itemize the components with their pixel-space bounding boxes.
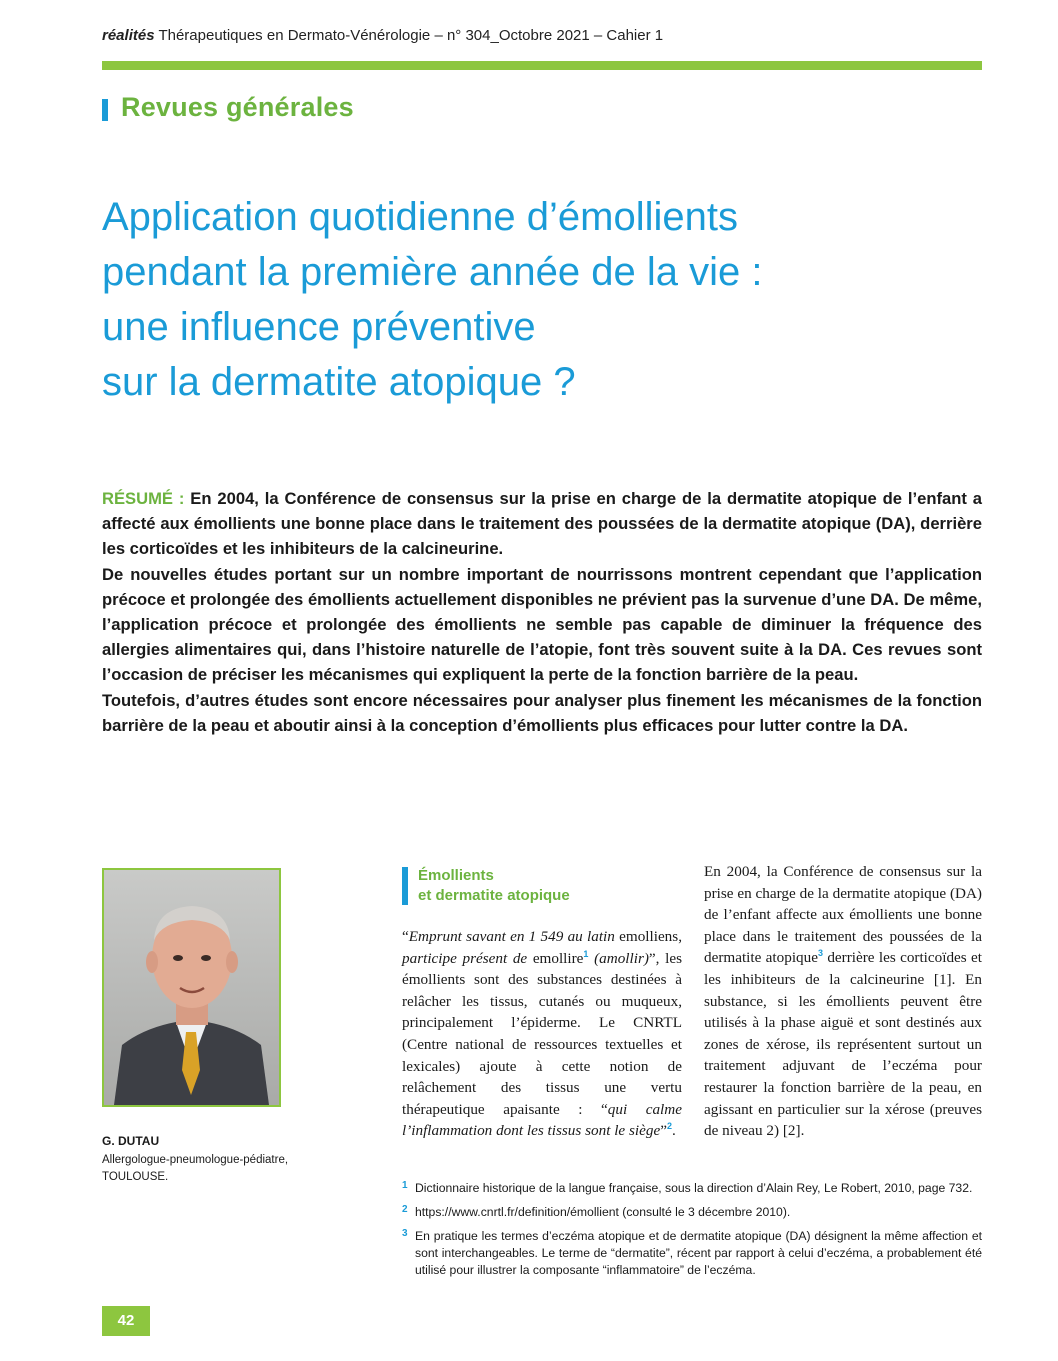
footnote-number: 1 xyxy=(402,1180,408,1191)
footnote xyxy=(402,1180,982,1197)
affiliation-line: TOULOUSE. xyxy=(102,1171,169,1183)
footnote-ref[interactable]: 1 xyxy=(583,948,589,959)
heading-line: et dermatite atopique xyxy=(418,887,570,904)
section-title: Revues générales xyxy=(121,92,354,122)
italic-run: participe présent de xyxy=(402,949,528,967)
journal-issue: Thérapeutiques en Dermato-Vénérologie – n° 304_Octobre 2021 – Cahier 1 xyxy=(154,27,664,44)
footnote-number: 3 xyxy=(402,1228,408,1239)
footnote-ref[interactable]: 3 xyxy=(817,948,823,959)
abstract-paragraph xyxy=(102,486,982,562)
footnote-ref[interactable]: 2 xyxy=(666,1121,672,1132)
italic-run: Emprunt savant en 1 549 au latin xyxy=(408,928,615,945)
footnote-number: 2 xyxy=(402,1204,408,1215)
text-run: emollire xyxy=(527,949,584,967)
subsection-marker xyxy=(402,867,408,905)
abstract-paragraph: Toutefois, d’autres études sont encore nécessaires pour analyser plus finement les mécanismes de la fonction barrière de la peau et aboutir ainsi à la conception d’émollients plus efficaces pour lutter contre la DA. xyxy=(102,690,982,735)
footnotes xyxy=(402,1180,982,1286)
abstract-paragraph: De nouvelles études portant sur un nombre important de nourrissons montrent cependant que l’application précoce et prolongée des émollients actuellement disponibles ne prévient pas la survenue d’une DA. De même, l’application précoce et prolongée des émollients ne semble pas capable de diminuer la fréquence des allergies alimentaires qui, dans l’histoire naturelle de l’atopie, font très souvent suite à la DA. Ces revues sont l’occasion de préciser les mécanismes qui expliquent la perte de la fonction barrière de la peau. xyxy=(102,564,982,685)
abstract-text: En 2004, la Conférence de consensus sur la prise en charge de la dermatite atopique de l’enfant a affecté aux émollients une bonne place dans le traitement des poussées de la dermatite atopique (DA), derrière les corticoïdes et les inhibiteurs de la calcineurine. xyxy=(102,489,982,559)
portrait-icon xyxy=(104,870,279,1105)
footnote-link[interactable]: https://www.cnrtl.fr/definition/émollient (consulté le 3 décembre 2010). xyxy=(415,1205,791,1219)
title-line: Application quotidienne d’émollients xyxy=(102,195,738,239)
italic-run: qui calme l’inflammation dont les tissus sont le siège xyxy=(402,1100,682,1140)
text-run: “ xyxy=(402,928,409,945)
author-affiliation xyxy=(102,1152,302,1186)
section-marker xyxy=(102,99,108,121)
body-column-1 xyxy=(402,926,682,1142)
title-line: une influence préventive xyxy=(102,305,536,349)
footnote xyxy=(402,1228,982,1279)
affiliation-line: Allergologue-pneumologue-pédiatre, xyxy=(102,1154,289,1166)
author-name: G. DUTAU xyxy=(102,1134,160,1148)
text-run: . xyxy=(671,1122,676,1140)
article-title xyxy=(102,190,962,410)
footnote-text: En pratique les termes d’eczéma atopique et de dermatite atopique (DA) désignent la même affection et sont interchangeables. Le terme de “dermatite”, récent par rapport à celui d’eczéma, a probablement été utilisé pour illustrer la composante “inflammatoire” de l’eczéma. xyxy=(415,1229,982,1277)
text-run: ” xyxy=(660,1122,667,1140)
footnote xyxy=(402,1204,982,1221)
header-rule xyxy=(102,61,982,70)
journal-brand: réalités xyxy=(102,27,155,44)
abstract xyxy=(102,486,982,738)
text-run: En 2004, la Conférence de consensus sur la prise en charge de la dermatite atopique (DA) de l’enfant affecte aux émollients une bonne place dans le traitement des poussées de la dermatite atopique xyxy=(704,863,982,967)
abstract-label: RÉSUMÉ : xyxy=(102,489,185,508)
italic-run: (amollir) xyxy=(588,949,649,967)
title-line: pendant la première année de la vie : xyxy=(102,250,763,294)
text-run: emolliens, xyxy=(614,928,682,945)
body-column-2 xyxy=(704,861,982,1142)
running-header xyxy=(102,27,663,44)
subsection-heading xyxy=(418,866,570,906)
page-number: 42 xyxy=(102,1306,150,1336)
text-run: derrière les corticoïdes et les inhibiteurs de la calcineurine [1]. En substance, si les émollients peuvent être utilisés à la phase aiguë et sont destinés aux zones de xérose, ils représentent surtout un traitement adjuvant de l’eczéma pour restaurer la fonction barrière de la peau, en agissant en particulier sur la xérose (preuves de niveau 2) [2]. xyxy=(704,949,982,1140)
text-run: ”, les émollients sont des substances destinées à relâcher les tissus, cutanés ou muqueux, principalement l’épiderme. Le CNRTL (Centre national de ressources textuelles et lexicales) ajoute à cette notion de relâchement des tissus une vertu thérapeutique apaisante : “ xyxy=(402,949,682,1118)
footnote-text: Dictionnaire historique de la langue française, sous la direction d’Alain Rey, Le Robert, 2010, page 732. xyxy=(415,1181,973,1195)
title-line: sur la dermatite atopique ? xyxy=(102,360,576,404)
heading-line: Émollients xyxy=(418,867,494,884)
author-portrait-photo xyxy=(102,868,281,1107)
